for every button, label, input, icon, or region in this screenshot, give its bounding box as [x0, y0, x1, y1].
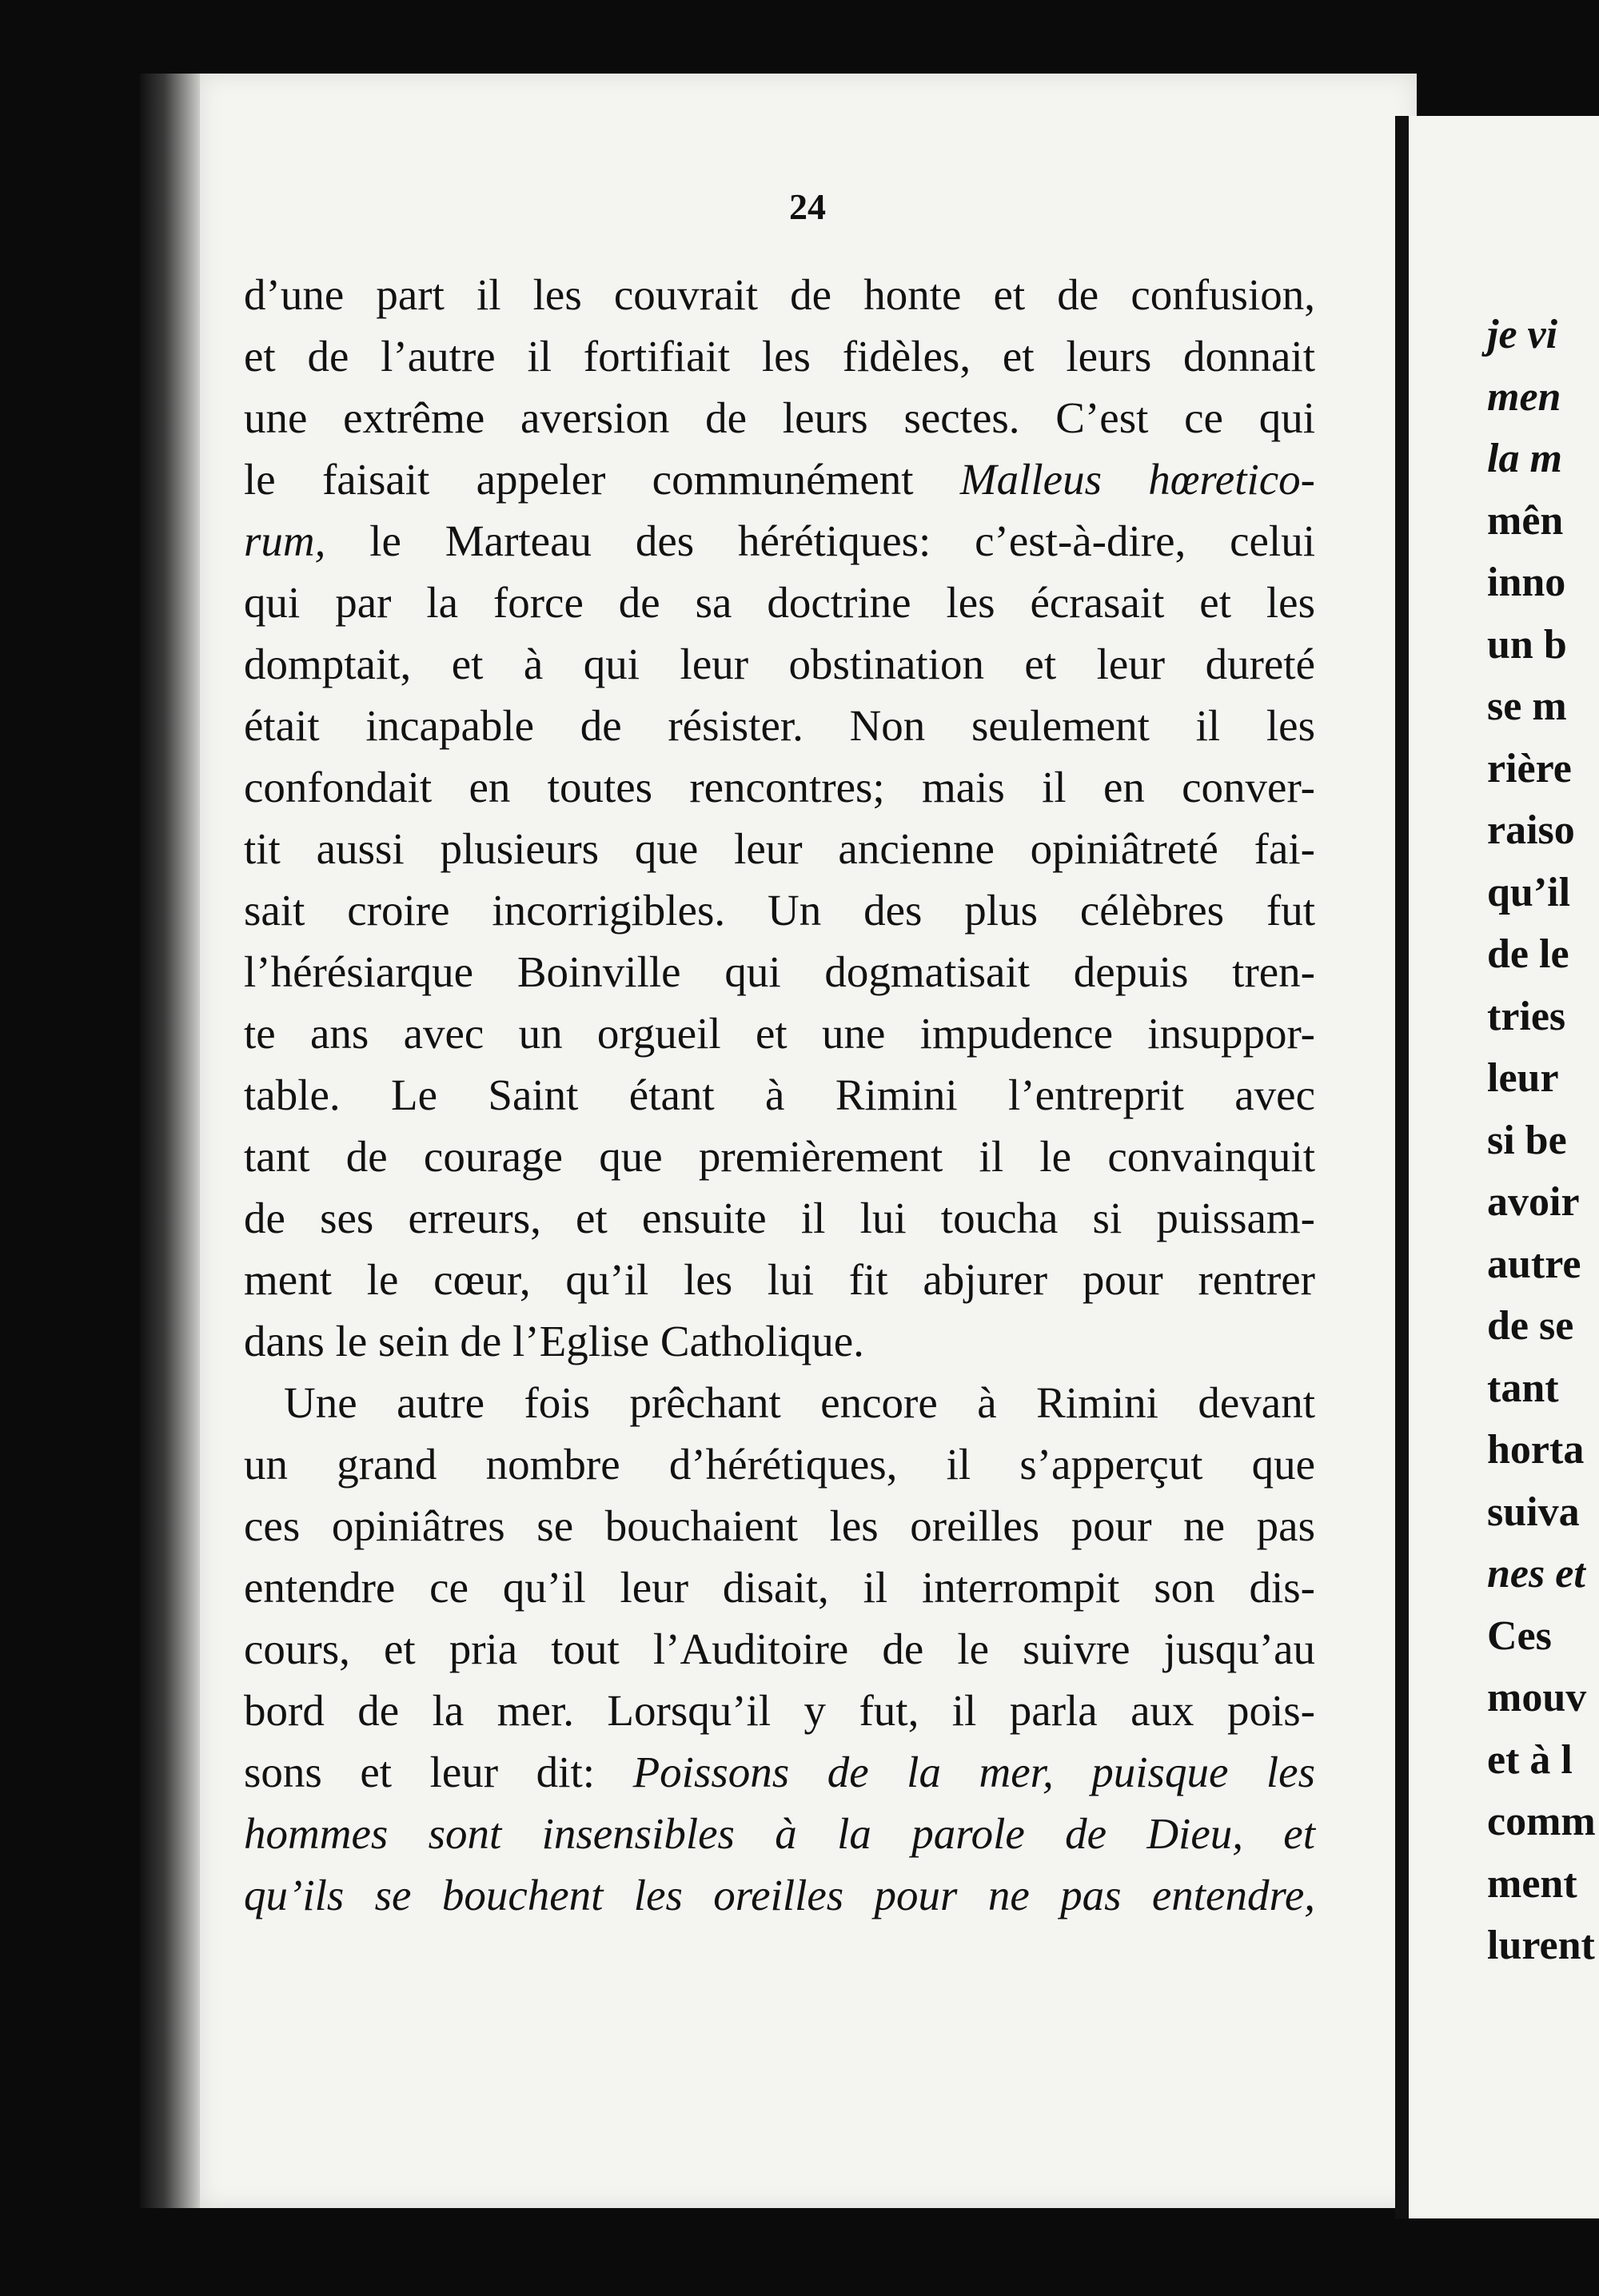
text-fragment: tries [1487, 993, 1566, 1039]
text-fragment: de le [1487, 931, 1569, 977]
text-line [244, 1803, 1315, 1864]
text-fragment: ment [1487, 1860, 1577, 1907]
text-fragment: et à l [1487, 1736, 1573, 1783]
text-line: un grand nombre d’hérétiques, il s’apperçut que [244, 1440, 1315, 1489]
text-line: ces opiniâtres se bouchaient les oreilles pour ne pas [244, 1501, 1315, 1550]
text-line: dans le sein de l’Eglise Catholique. [244, 1317, 864, 1365]
text-fragment: autre [1487, 1241, 1581, 1287]
text-line: tit aussi plusieurs que leur ancienne opiniâtreté fai- [244, 824, 1315, 873]
text-fragment: de se [1487, 1303, 1574, 1349]
quoted-speech: qu’ils se bouchent les oreilles pour ne pas entendre, [244, 1871, 1315, 1919]
latin-phrase-end: rum, [244, 516, 326, 565]
quoted-speech: Poissons de la mer, puisque les [632, 1748, 1316, 1796]
text-fragment: rière [1487, 745, 1572, 791]
text-line: était incapable de résister. Non seulement il les [244, 701, 1315, 750]
text-fragment: men [1487, 373, 1561, 420]
text-fragment: comm [1487, 1799, 1596, 1844]
text-line: qui par la force de sa doctrine les écrasait et les [244, 578, 1315, 627]
text-fragment: avoir [1487, 1179, 1580, 1225]
book-gutter [140, 74, 201, 2208]
text-fragment: lurent [1487, 1923, 1595, 1968]
text-line: cours, et pria tout l’Auditoire de le suivre jusqu’au [244, 1624, 1315, 1673]
text-line: confondait en toutes rencontres; mais il en conver- [244, 763, 1315, 811]
left-page-text [244, 264, 1315, 1926]
text-fragment: un b [1487, 621, 1567, 668]
text-fragment: leur [1487, 1055, 1559, 1101]
text-line: sait croire incorrigibles. Un des plus célèbres fut [244, 886, 1315, 935]
text-line: le faisait appeler communément Malleus hœretico- [244, 455, 1315, 504]
text-line: rum, le Marteau des hérétiques: c’est-à-dire, celui [244, 516, 1315, 565]
text-line [244, 1864, 1315, 1926]
text-line: Une autre fois prêchant encore à Rimini devant [284, 1378, 1315, 1427]
text-fragment: se m [1487, 684, 1567, 729]
text-fragment: si be [1487, 1117, 1567, 1163]
text-line: d’une part il les couvrait de honte et de confusion, [244, 270, 1315, 319]
text-fragment: suiva [1487, 1489, 1580, 1535]
text-line: te ans avec un orgueil et une impudence insuppor- [244, 1009, 1315, 1058]
text-line: et de l’autre il fortifiait les fidèles, et leurs donnait [244, 332, 1315, 381]
text-line: ment le cœur, qu’il les lui fit abjurer pour rentrer [244, 1255, 1315, 1304]
text-line: domptait, et à qui leur obstination et leur dureté [244, 640, 1315, 688]
text-line: bord de la mer. Lorsqu’il y fut, il parla aux pois- [244, 1686, 1315, 1735]
text-fragment: raiso [1487, 807, 1575, 853]
text-fragment: nes et [1487, 1551, 1585, 1596]
quoted-speech: hommes sont insensibles à la parole de Dieu, et [244, 1809, 1315, 1858]
text-fragment: horta [1487, 1427, 1585, 1473]
text-line: entendre ce qu’il leur disait, il interrompit son dis- [244, 1563, 1315, 1612]
right-page-text [1487, 304, 1599, 1977]
text-fragment: Ces [1487, 1612, 1552, 1659]
text-line: tant de courage que premièrement il le convainquit [244, 1132, 1315, 1181]
text-line: de ses erreurs, et ensuite il lui toucha si puissam- [244, 1194, 1315, 1242]
text-line: table. Le Saint étant à Rimini l’entreprit avec [244, 1070, 1315, 1119]
page-number: 24 [789, 186, 826, 227]
text-line: sons et leur dit: Poissons de la mer, puisque les [244, 1748, 1316, 1796]
latin-phrase: Malleus hœretico- [959, 455, 1315, 504]
text-fragment: mên [1487, 497, 1564, 544]
text-fragment: qu’il [1487, 869, 1571, 915]
text-line: une extrême aversion de leurs sectes. C’est ce qui [244, 393, 1315, 442]
text-fragment: mouv [1487, 1675, 1587, 1720]
text-fragment: je vi [1487, 312, 1558, 357]
text-fragment: tant [1487, 1365, 1559, 1411]
text-fragment: la m [1487, 436, 1562, 481]
text-fragment: inno [1487, 560, 1566, 605]
text-line: l’hérésiarque Boinville qui dogmatisait depuis tren- [244, 947, 1315, 996]
